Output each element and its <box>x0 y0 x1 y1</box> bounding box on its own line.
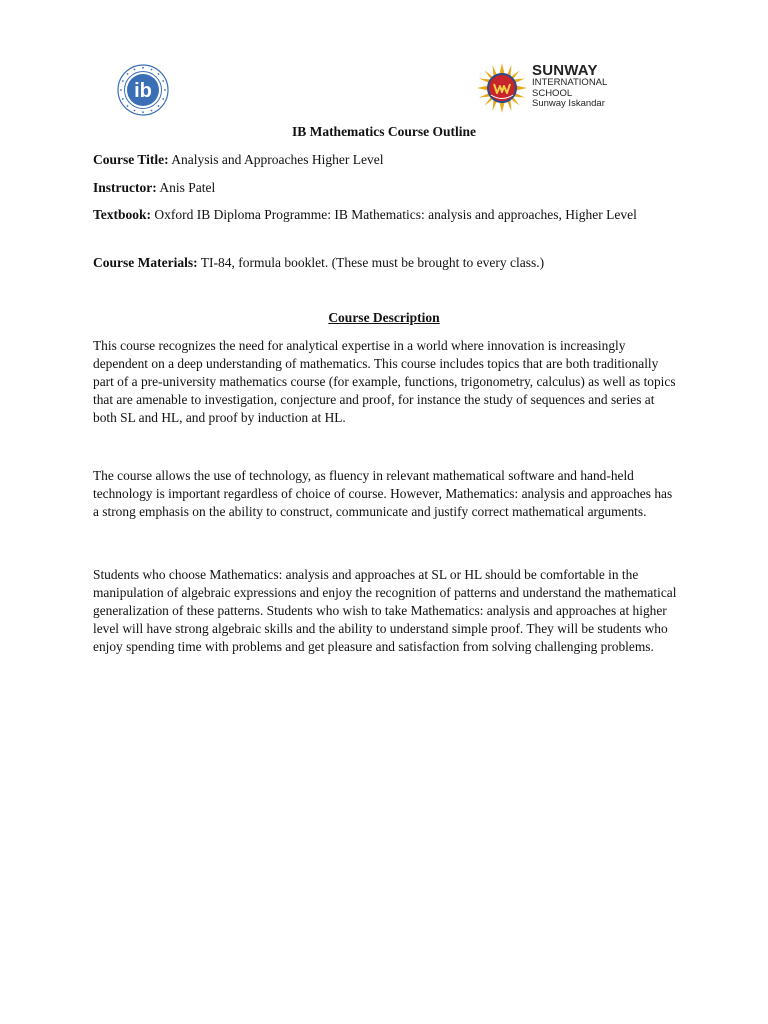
sunway-logo <box>476 62 616 114</box>
course-materials-label: Course Materials: <box>93 255 198 270</box>
description-paragraph: Students who choose Mathematics: analysis and approaches at SL or HL should be comfortable in the manipulation of algebraic expressions and enjoy the recognition of patterns and understand the mathematical generalization of these patterns. Students who wish to take Mathematics: analysis and approaches at higher level will have strong algebraic skills and the ability to understand simple proof. They will be students who enjoy spending time with problems and get pleasure and satisfaction from solving challenging problems. <box>93 567 677 654</box>
document-title: IB Mathematics Course Outline <box>291 124 477 139</box>
textbook-field <box>93 206 653 224</box>
sunway-emblem-icon <box>476 62 528 114</box>
course-materials-field <box>93 254 653 272</box>
sunway-line-school: SCHOOL <box>532 87 573 99</box>
textbook-value: Oxford IB Diploma Programme: IB Mathematics: analysis and approaches, Higher Level <box>154 207 637 222</box>
instructor-value: Anis Patel <box>159 180 216 195</box>
textbook-label: Textbook: <box>93 207 152 222</box>
sunway-name: SUNWAY <box>532 62 598 79</box>
sunway-line-international: INTERNATIONAL <box>532 77 608 88</box>
course-materials-value: TI-84, formula booklet. (These must be brought to every class.) <box>200 255 545 270</box>
course-description-heading: Course Description <box>328 310 440 325</box>
ib-logo-label: ib <box>134 80 152 102</box>
description-paragraph: This course recognizes the need for analytical expertise in a world where innovation is increasingly dependent on a deep understanding of mathematics. This course includes topics that are both traditionally part of a pre-university mathematics course (for example, functions, trigonometry, calculus) as well as topics that are amenable to investigation, conjecture and proof, for instance the study of sequences and series at both SL and HL, and proof by induction at HL. <box>93 338 676 425</box>
description-paragraph: The course allows the use of technology, as fluency in relevant mathematical software and hand-held technology is important regardless of choice of course. However, Mathematics: analysis and approaches has a strong emphasis on the ability to construct, communicate and justify correct mathematical arguments. <box>93 468 673 519</box>
course-title-value: Analysis and Approaches Higher Level <box>171 152 384 167</box>
instructor-label: Instructor: <box>93 180 157 195</box>
course-title-field <box>93 151 653 169</box>
instructor-field <box>93 179 653 197</box>
ib-logo-icon <box>116 63 170 117</box>
sunway-wordmark <box>532 63 607 110</box>
sunway-line-campus: Sunway Iskandar <box>532 98 605 109</box>
course-title-label: Course Title: <box>93 152 169 167</box>
